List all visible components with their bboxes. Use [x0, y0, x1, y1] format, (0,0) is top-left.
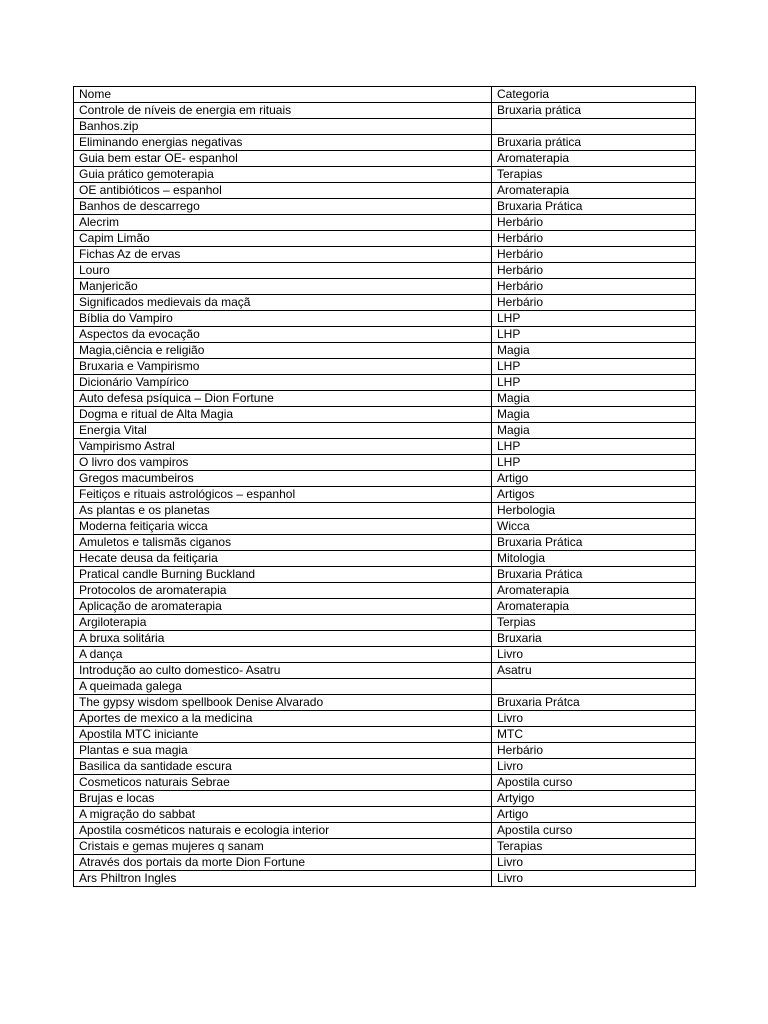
cell-nome: Magia,ciência e religião	[74, 343, 492, 359]
table-row	[74, 247, 696, 263]
table-row	[74, 807, 696, 823]
table-row	[74, 775, 696, 791]
table-row	[74, 391, 696, 407]
table-row	[74, 535, 696, 551]
cell-nome: Aspectos da evocação	[74, 327, 492, 343]
table-header-row	[74, 87, 696, 103]
cell-nome: Dicionário Vampírico	[74, 375, 492, 391]
cell-nome: Manjericão	[74, 279, 492, 295]
cell-categoria: Magia	[492, 407, 696, 423]
cell-nome: Gregos macumbeiros	[74, 471, 492, 487]
table-row	[74, 151, 696, 167]
table-row	[74, 183, 696, 199]
table-row	[74, 839, 696, 855]
cell-categoria: LHP	[492, 327, 696, 343]
document-table	[73, 86, 696, 887]
cell-nome: Amuletos e talismãs ciganos	[74, 535, 492, 551]
table-row	[74, 823, 696, 839]
table-row	[74, 471, 696, 487]
cell-categoria: LHP	[492, 359, 696, 375]
table-row	[74, 855, 696, 871]
cell-nome: Louro	[74, 263, 492, 279]
cell-nome: Argiloterapia	[74, 615, 492, 631]
table-row	[74, 119, 696, 135]
cell-categoria: Bruxaria	[492, 631, 696, 647]
cell-categoria: LHP	[492, 375, 696, 391]
cell-nome: Dogma e ritual de Alta Magia	[74, 407, 492, 423]
cell-categoria: Aromaterapia	[492, 151, 696, 167]
table-row	[74, 311, 696, 327]
cell-nome: Energia Vital	[74, 423, 492, 439]
table-row	[74, 871, 696, 887]
cell-nome: Através dos portais da morte Dion Fortune	[74, 855, 492, 871]
table-row	[74, 455, 696, 471]
cell-nome: Cristais e gemas mujeres q sanam	[74, 839, 492, 855]
table-row	[74, 519, 696, 535]
cell-nome: Bruxaria e Vampirismo	[74, 359, 492, 375]
cell-nome: Eliminando energias negativas	[74, 135, 492, 151]
table-row	[74, 375, 696, 391]
table-row	[74, 615, 696, 631]
cell-nome: Plantas e sua magia	[74, 743, 492, 759]
table-row	[74, 439, 696, 455]
table-row	[74, 103, 696, 119]
table-row	[74, 215, 696, 231]
cell-categoria: Herbário	[492, 295, 696, 311]
cell-categoria: Terapias	[492, 839, 696, 855]
cell-nome: Guia bem estar OE- espanhol	[74, 151, 492, 167]
table-row	[74, 727, 696, 743]
table-row	[74, 359, 696, 375]
cell-categoria: Livro	[492, 871, 696, 887]
table-row	[74, 711, 696, 727]
cell-categoria: Bruxaria Prática	[492, 535, 696, 551]
table-row	[74, 327, 696, 343]
cell-nome: Moderna feitiçaria wicca	[74, 519, 492, 535]
table-row	[74, 695, 696, 711]
cell-nome: Capim Limão	[74, 231, 492, 247]
cell-categoria: Livro	[492, 647, 696, 663]
cell-categoria: Aromaterapia	[492, 599, 696, 615]
cell-nome: Pratical candle Burning Buckland	[74, 567, 492, 583]
table-row	[74, 679, 696, 695]
table-row	[74, 663, 696, 679]
table-row	[74, 295, 696, 311]
table-row	[74, 343, 696, 359]
table-row	[74, 407, 696, 423]
cell-categoria: Terapias	[492, 167, 696, 183]
table-row	[74, 647, 696, 663]
cell-categoria: Apostila curso	[492, 775, 696, 791]
cell-categoria	[492, 119, 696, 135]
table-body	[74, 87, 696, 887]
table-row	[74, 167, 696, 183]
cell-categoria: Asatru	[492, 663, 696, 679]
table-row	[74, 487, 696, 503]
cell-nome: Auto defesa psíquica – Dion Fortune	[74, 391, 492, 407]
cell-categoria: Magia	[492, 423, 696, 439]
table-row	[74, 599, 696, 615]
cell-categoria: Aromaterapia	[492, 583, 696, 599]
cell-categoria: Bruxaria Prátca	[492, 695, 696, 711]
cell-nome: A dança	[74, 647, 492, 663]
cell-nome: Controle de níveis de energia em rituais	[74, 103, 492, 119]
cell-nome: O livro dos vampiros	[74, 455, 492, 471]
table-row	[74, 231, 696, 247]
cell-categoria: Aromaterapia	[492, 183, 696, 199]
cell-nome: Ars Philtron Ingles	[74, 871, 492, 887]
table-row	[74, 503, 696, 519]
cell-nome: Introdução ao culto domestico- Asatru	[74, 663, 492, 679]
cell-nome: Basilica da santidade escura	[74, 759, 492, 775]
cell-nome: Cosmeticos naturais Sebrae	[74, 775, 492, 791]
cell-categoria: Herbologia	[492, 503, 696, 519]
cell-categoria: Wicca	[492, 519, 696, 535]
cell-categoria: Mitologia	[492, 551, 696, 567]
table-row	[74, 551, 696, 567]
cell-categoria: Artyigo	[492, 791, 696, 807]
cell-categoria: LHP	[492, 439, 696, 455]
cell-categoria: Artigos	[492, 487, 696, 503]
cell-nome: Significados medievais da maçã	[74, 295, 492, 311]
cell-categoria: Livro	[492, 855, 696, 871]
cell-categoria: Livro	[492, 759, 696, 775]
table-row	[74, 791, 696, 807]
table-row	[74, 199, 696, 215]
cell-categoria: Artigo	[492, 471, 696, 487]
cell-categoria: LHP	[492, 455, 696, 471]
cell-categoria: Magia	[492, 391, 696, 407]
cell-nome: Protocolos de aromaterapia	[74, 583, 492, 599]
cell-categoria: Herbário	[492, 279, 696, 295]
table-row	[74, 423, 696, 439]
cell-nome: Banhos.zip	[74, 119, 492, 135]
table-row	[74, 759, 696, 775]
cell-nome: OE antibióticos – espanhol	[74, 183, 492, 199]
cell-nome: Bíblia do Vampiro	[74, 311, 492, 327]
table-row	[74, 263, 696, 279]
cell-categoria: Apostila curso	[492, 823, 696, 839]
header-categoria: Categoria	[492, 87, 696, 103]
header-nome: Nome	[74, 87, 492, 103]
cell-categoria: Herbário	[492, 263, 696, 279]
table-row	[74, 135, 696, 151]
cell-nome: Aplicação de aromaterapia	[74, 599, 492, 615]
cell-nome: A bruxa solitária	[74, 631, 492, 647]
cell-nome: Hecate deusa da feitiçaria	[74, 551, 492, 567]
cell-categoria: Bruxaria Prática	[492, 199, 696, 215]
cell-categoria: LHP	[492, 311, 696, 327]
cell-nome: Alecrim	[74, 215, 492, 231]
cell-categoria: Herbário	[492, 247, 696, 263]
cell-nome: The gypsy wisdom spellbook Denise Alvarado	[74, 695, 492, 711]
cell-nome: Guia prático gemoterapia	[74, 167, 492, 183]
cell-nome: Apostila cosméticos naturais e ecologia interior	[74, 823, 492, 839]
cell-nome: Aportes de mexico a la medicina	[74, 711, 492, 727]
cell-nome: Apostila MTC iniciante	[74, 727, 492, 743]
cell-nome: Feitiços e rituais astrológicos – espanhol	[74, 487, 492, 503]
table-row	[74, 279, 696, 295]
table-row	[74, 583, 696, 599]
cell-nome: A queimada galega	[74, 679, 492, 695]
cell-categoria	[492, 679, 696, 695]
cell-categoria: Bruxaria prática	[492, 103, 696, 119]
cell-categoria: Herbário	[492, 215, 696, 231]
cell-nome: Brujas e locas	[74, 791, 492, 807]
cell-nome: As plantas e os planetas	[74, 503, 492, 519]
table-row	[74, 567, 696, 583]
cell-categoria: Herbário	[492, 743, 696, 759]
cell-categoria: Bruxaria prática	[492, 135, 696, 151]
cell-categoria: Bruxaria Prática	[492, 567, 696, 583]
cell-nome: Vampirismo Astral	[74, 439, 492, 455]
cell-nome: A migração do sabbat	[74, 807, 492, 823]
table-row	[74, 743, 696, 759]
cell-nome: Banhos de descarrego	[74, 199, 492, 215]
cell-categoria: Livro	[492, 711, 696, 727]
cell-categoria: MTC	[492, 727, 696, 743]
cell-categoria: Artigo	[492, 807, 696, 823]
cell-categoria: Herbário	[492, 231, 696, 247]
table-row	[74, 631, 696, 647]
cell-categoria: Magia	[492, 343, 696, 359]
cell-categoria: Terpias	[492, 615, 696, 631]
cell-nome: Fichas Az de ervas	[74, 247, 492, 263]
